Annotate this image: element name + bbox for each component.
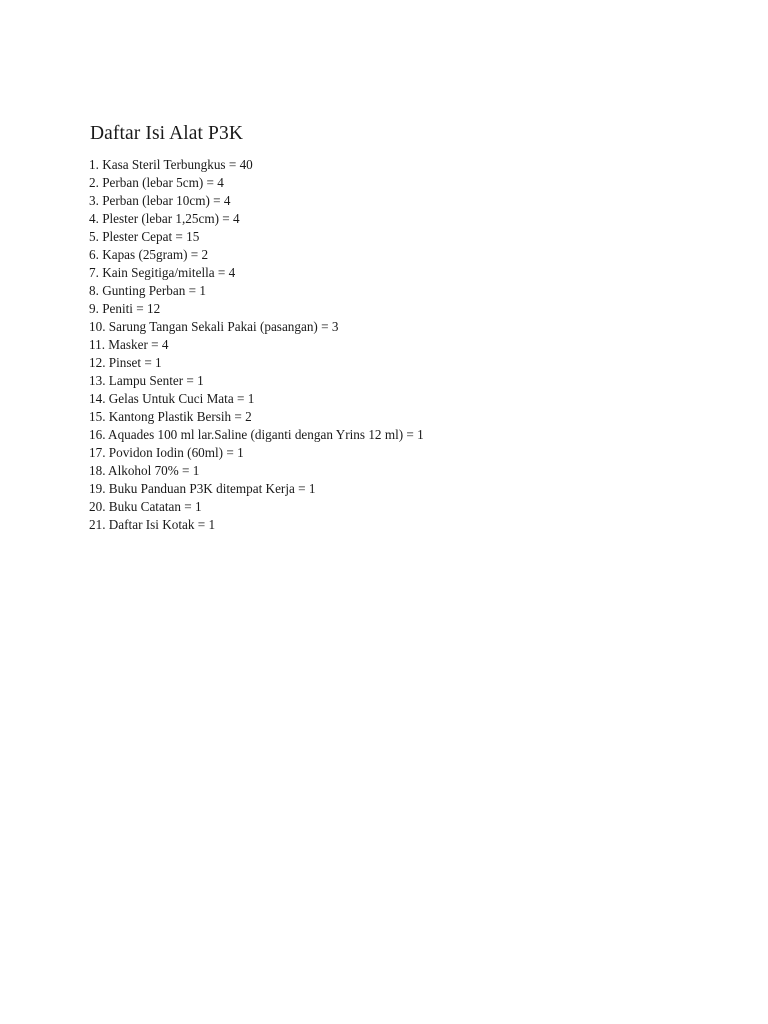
list-item: 16. Aquades 100 ml lar.Saline (diganti dengan Yrins 12 ml) = 1 [89, 427, 424, 442]
document-title: Daftar Isi Alat P3K [90, 123, 243, 144]
list-item: 17. Povidon Iodin (60ml) = 1 [89, 445, 244, 460]
list-item: 12. Pinset = 1 [89, 355, 162, 370]
list-item: 11. Masker = 4 [89, 337, 169, 352]
list-item: 15. Kantong Plastik Bersih = 2 [89, 409, 252, 424]
list-item: 18. Alkohol 70% = 1 [89, 463, 200, 478]
list-item: 9. Peniti = 12 [89, 301, 161, 316]
list-item: 10. Sarung Tangan Sekali Pakai (pasangan) = 3 [89, 319, 339, 334]
list-item: 3. Perban (lebar 10cm) = 4 [89, 193, 231, 208]
list-item: 19. Buku Panduan P3K ditempat Kerja = 1 [89, 481, 316, 496]
list-item: 1. Kasa Steril Terbungkus = 40 [89, 157, 253, 172]
list-item: 8. Gunting Perban = 1 [89, 283, 206, 298]
list-item: 7. Kain Segitiga/mitella = 4 [89, 265, 236, 280]
list-item: 21. Daftar Isi Kotak = 1 [89, 517, 216, 532]
list-item: 4. Plester (lebar 1,25cm) = 4 [89, 211, 240, 226]
list-item: 14. Gelas Untuk Cuci Mata = 1 [89, 391, 255, 406]
list-item: 20. Buku Catatan = 1 [89, 499, 202, 514]
list-item: 13. Lampu Senter = 1 [89, 373, 204, 388]
list-item: 2. Perban (lebar 5cm) = 4 [89, 175, 224, 190]
list-item: 5. Plester Cepat = 15 [89, 229, 200, 244]
item-list [89, 156, 424, 534]
list-item: 6. Kapas (25gram) = 2 [89, 247, 209, 262]
